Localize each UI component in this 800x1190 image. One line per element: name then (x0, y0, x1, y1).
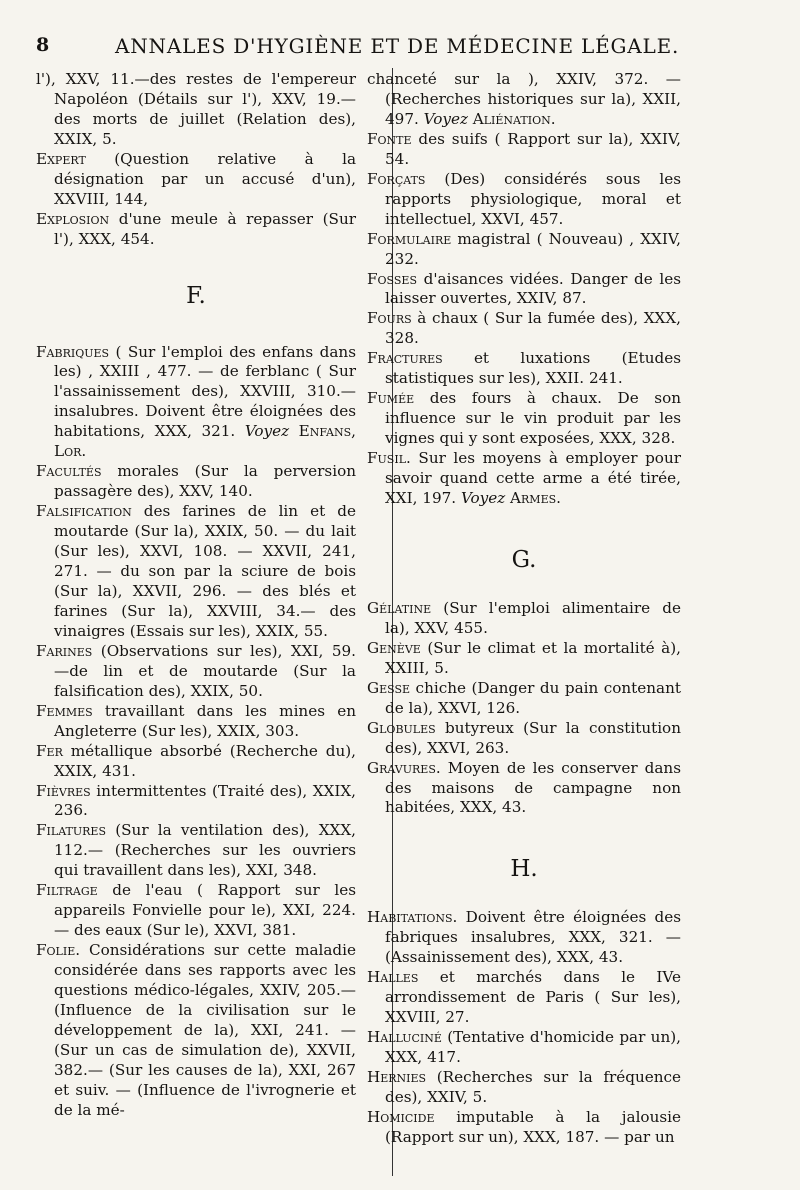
index-entry-gesse: Gesse chiche (Danger du pain contenant de la), XXVI, 126. (367, 678, 681, 717)
index-entry-hernies: Hernies (Recherches sur la fréquence des), XXIV, 5. (367, 1067, 681, 1106)
index-entry-continuation: chanceté sur la ), XXIV, 372. — (Recherches historiques sur la), XXII, 497. Voyez Aliénation. (367, 70, 681, 128)
section-letter-h: H. (510, 856, 538, 883)
index-entry-expert: Expert (Question relative à la désignation par un accusé d'un), XXVIII, 144, (36, 149, 356, 208)
index-entry-fosses: Fosses d'aisances vidées. Danger de les laisser ouvertes, XXIV, 87. (367, 269, 681, 308)
left-column (36, 70, 356, 1121)
page-number: 8 (36, 34, 50, 56)
index-entry-fumee: Fumée des fours à chaux. De son influence sur le vin produit par les vignes qui y sont exposées, XXX, 328. (367, 389, 681, 448)
index-entry-geneve: Genève (Sur le climat et la mortalité à), XXIII, 5. (367, 638, 681, 677)
index-entry-formulaire: Formulaire magistral ( Nouveau) , XXIV, 232. (367, 229, 681, 268)
running-header (28, 30, 773, 64)
index-entry-forcats: Forçats (Des) considérés sous les rapports physiologique, moral et intellectuel, XXVI, 457. (367, 169, 681, 228)
index-entry-falsification: Falsification des farines de lin et de moutarde (Sur la), XXIX, 50. — du lait (Sur les), XXVI, 108. — XXVII, 241, 271. — du son par la sciure de bois (Sur la), XXVII, 296. — des blés et farines (Sur la), XXVIII, 34.— des vinaigres (Essais sur les), XXIX, 55. (36, 502, 356, 640)
index-entry-fonte: Fonte des suifs ( Rapport sur la), XXIV, 54. (367, 129, 681, 168)
index-entry-femmes: Femmes travaillant dans les mines en Angleterre (Sur les), XXIX, 303. (36, 701, 356, 740)
index-entry-fer: Fer métallique absorbé (Recherche du), XXIX, 431. (36, 741, 356, 780)
index-entry-farines: Farines (Observations sur les), XXI, 59. —de lin et de moutarde (Sur la falsification des), XXIX, 50. (36, 641, 356, 700)
index-entry-explosion: Explosion d'une meule à repasser (Sur l'), XXX, 454. (36, 209, 356, 248)
index-entry-fours: Fours à chaux ( Sur la fumée des), XXX, 328. (367, 309, 681, 348)
section-letter-f: F. (186, 282, 206, 309)
index-entry-globules: Globules butyreux (Sur la constitution des), XXVI, 263. (367, 718, 681, 757)
index-entry-fievres: Fièvres intermittentes (Traité des), XXIX, 236. (36, 781, 356, 820)
index-entry-halles: Halles et marchés dans le IVe arrondissement de Paris ( Sur les), XXVIII, 27. (367, 968, 681, 1027)
index-entry-folie: Folie. Considérations sur cette maladie considérée dans ses rapports avec les questions médico-légales, XXIV, 205.— (Influence de la civilisation sur le développement de la), XXI, 241. — (Sur un cas de simulation de), XXVII, 382.— (Sur les causes de la), XXI, 267 et suiv. — (Influence de l'ivrognerie et de la mé- (36, 941, 356, 1119)
running-title: ANNALES D'HYGIÈNE ET DE MÉDECINE LÉGALE. (115, 34, 680, 58)
index-entry-homicide: Homicide imputable à la jalousie (Rapport sur un), XXX, 187. — par un (367, 1107, 681, 1146)
index-entry-gravures: Gravures. Moyen de les conserver dans des maisons de campagne non habitées, XXX, 43. (367, 758, 681, 817)
index-entry-hallucine: Halluciné (Tentative d'homicide par un), XXX, 417. (367, 1028, 681, 1067)
section-letter-g: G. (511, 546, 537, 573)
index-entry-fusil: Fusil. Sur les moyens à employer pour savoir quand cette arme a été tirée, XXI, 197. Voyez Armes. (367, 449, 681, 508)
index-entry-continuation: l'), XXV, 11.—des restes de l'empereur Napoléon (Détails sur l'), XXV, 19.— des morts de juillet (Relation des), XXIX, 5. (36, 70, 356, 148)
index-entry-fabriques: Fabriques ( Sur l'emploi des enfans dans les) , XXIII , 477. — de ferblanc ( Sur l'assainissement des), XXVIII, 310.— insalubres. Doivent être éloignées des habitations, XXX, 321. Voyez Enfans, Lor. (36, 342, 356, 461)
index-entry-gelatine: Gélatine (Sur l'emploi alimentaire de la), XXV, 455. (367, 598, 681, 637)
index-entry-fractures: Fractures et luxations (Etudes statistiques sur les), XXII. 241. (367, 349, 681, 388)
index-entry-filatures: Filatures (Sur la ventilation des), XXX, 112.— (Recherches sur les ouvriers qui travaillent dans les), XXI, 348. (36, 821, 356, 880)
index-entry-filtrage: Filtrage de l'eau ( Rapport sur les appareils Fonvielle pour le), XXI, 224. — des eaux (Sur le), XXVI, 381. (36, 881, 356, 940)
index-entry-habitations: Habitations. Doivent être éloignées des fabriques insalubres, XXX, 321. — (Assainissement des), XXX, 43. (367, 908, 681, 967)
right-column (367, 70, 681, 1148)
index-entry-facultes: Facultés morales (Sur la perversion passagère des), XXV, 140. (36, 462, 356, 501)
